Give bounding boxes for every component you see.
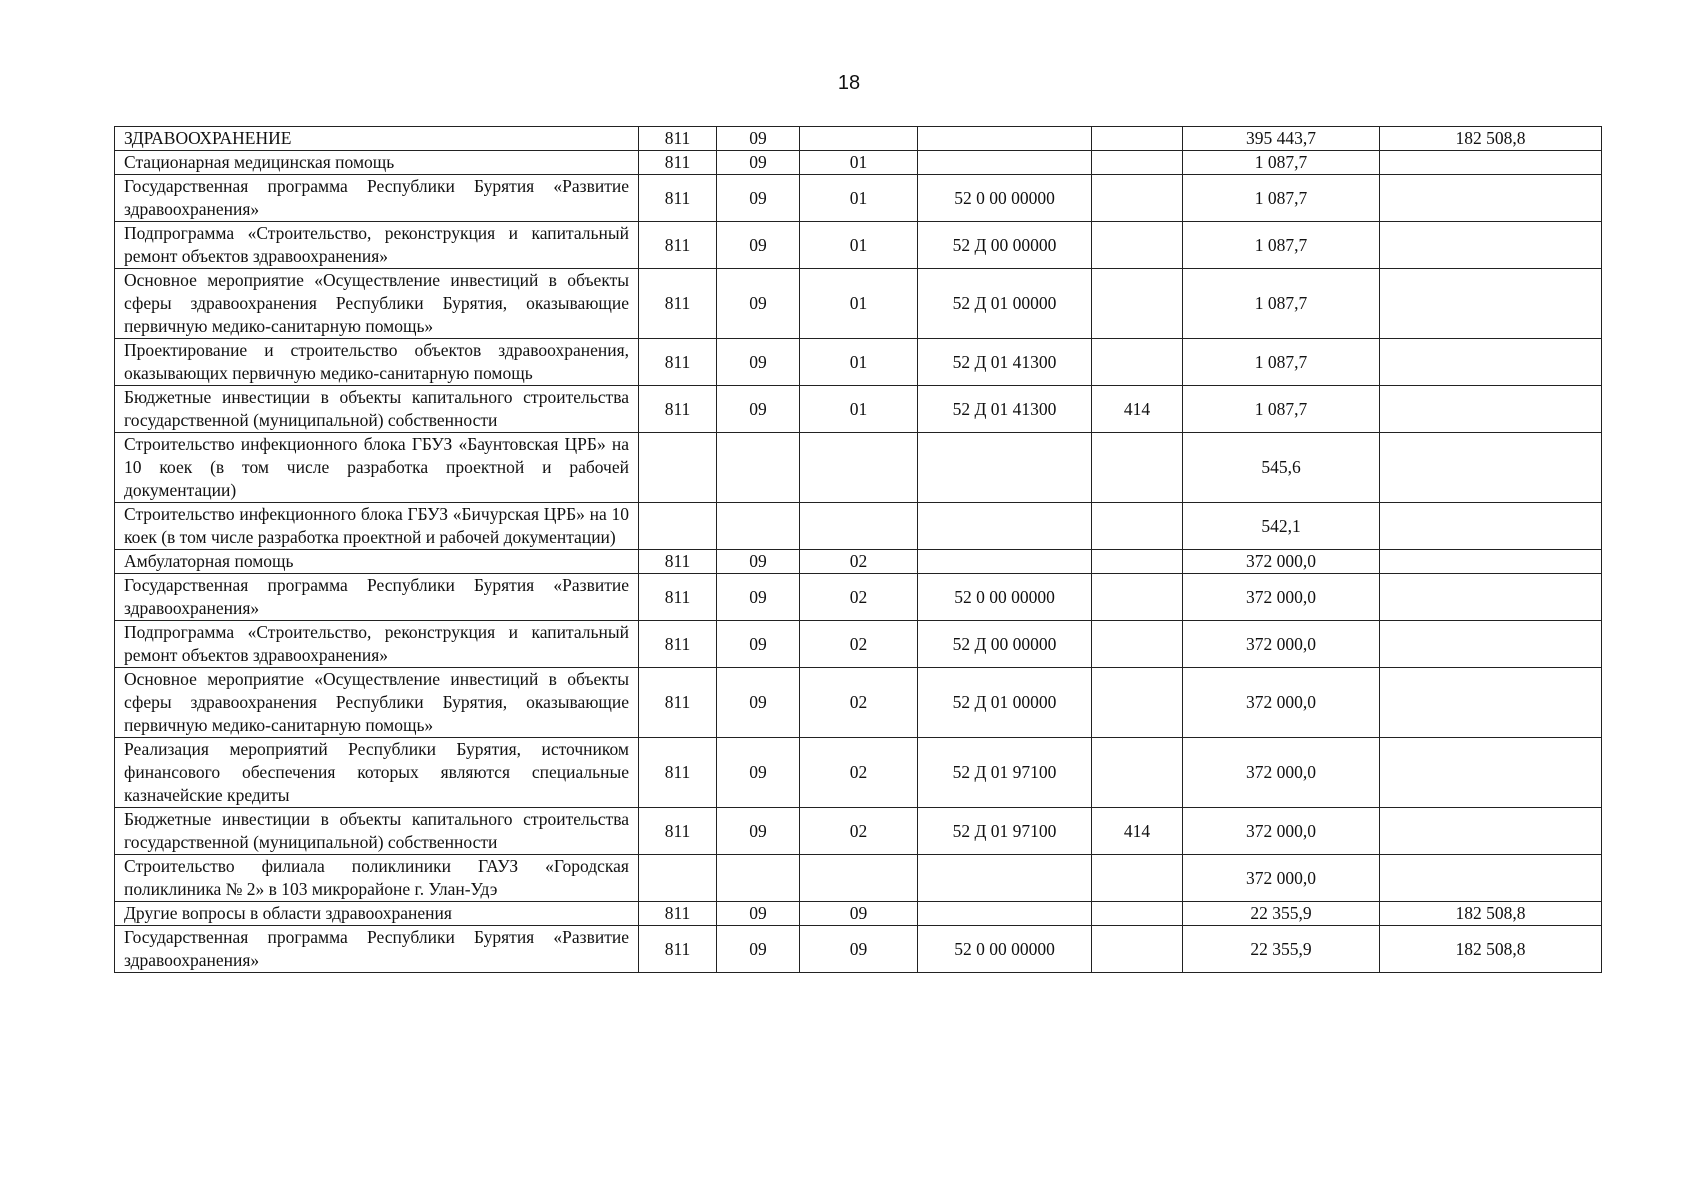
expense-type-code-cell xyxy=(1092,269,1183,339)
section-code-cell: 09 xyxy=(717,738,800,808)
row-description-cell: Основное мероприятие «Осуществление инвестиций в объекты сферы здравоохранения Республики Бурятия, оказывающие первичную медико-санитарную помощь» xyxy=(115,668,639,738)
section-code-cell: 09 xyxy=(717,926,800,973)
table-row xyxy=(115,339,1602,386)
expense-type-code-cell xyxy=(1092,855,1183,902)
admin-code-cell: 811 xyxy=(639,151,717,175)
table-row xyxy=(115,574,1602,621)
subsection-code-cell: 01 xyxy=(800,222,918,269)
admin-code-cell: 811 xyxy=(639,339,717,386)
admin-code-cell: 811 xyxy=(639,574,717,621)
amount-2-cell xyxy=(1380,503,1602,550)
expense-type-code-cell xyxy=(1092,668,1183,738)
subsection-code-cell xyxy=(800,503,918,550)
row-description-cell: Подпрограмма «Строительство, реконструкция и капитальный ремонт объектов здравоохранения» xyxy=(115,222,639,269)
table-row xyxy=(115,433,1602,503)
admin-code-cell: 811 xyxy=(639,175,717,222)
section-code-cell: 09 xyxy=(717,339,800,386)
subsection-code-cell: 02 xyxy=(800,808,918,855)
amount-2-cell: 182 508,8 xyxy=(1380,127,1602,151)
amount-2-cell xyxy=(1380,386,1602,433)
row-description-cell: Реализация мероприятий Республики Бурятия, источником финансового обеспечения которых являются специальные казначейские кредиты xyxy=(115,738,639,808)
amount-1-cell: 372 000,0 xyxy=(1183,855,1380,902)
section-code-cell xyxy=(717,855,800,902)
row-description-cell: Строительство инфекционного блока ГБУЗ «Баунтовская ЦРБ» на 10 коек (в том числе разработка проектной и рабочей документации) xyxy=(115,433,639,503)
amount-2-cell xyxy=(1380,574,1602,621)
amount-2-cell xyxy=(1380,339,1602,386)
admin-code-cell xyxy=(639,503,717,550)
expense-type-code-cell: 414 xyxy=(1092,386,1183,433)
expense-type-code-cell xyxy=(1092,574,1183,621)
row-description-cell: Подпрограмма «Строительство, реконструкция и капитальный ремонт объектов здравоохранения» xyxy=(115,621,639,668)
table-row xyxy=(115,269,1602,339)
subsection-code-cell: 02 xyxy=(800,738,918,808)
expense-type-code-cell xyxy=(1092,902,1183,926)
amount-1-cell: 545,6 xyxy=(1183,433,1380,503)
target-article-code-cell: 52 Д 01 41300 xyxy=(918,339,1092,386)
target-article-code-cell: 52 Д 01 00000 xyxy=(918,269,1092,339)
target-article-code-cell: 52 Д 00 00000 xyxy=(918,222,1092,269)
target-article-code-cell xyxy=(918,151,1092,175)
expense-type-code-cell xyxy=(1092,151,1183,175)
admin-code-cell xyxy=(639,433,717,503)
row-description-cell: Строительство инфекционного блока ГБУЗ «Бичурская ЦРБ» на 10 коек (в том числе разработка проектной и рабочей документации) xyxy=(115,503,639,550)
amount-1-cell: 372 000,0 xyxy=(1183,738,1380,808)
subsection-code-cell: 09 xyxy=(800,902,918,926)
subsection-code-cell: 02 xyxy=(800,550,918,574)
amount-2-cell xyxy=(1380,550,1602,574)
amount-1-cell: 372 000,0 xyxy=(1183,621,1380,668)
amount-2-cell: 182 508,8 xyxy=(1380,926,1602,973)
amount-1-cell: 1 087,7 xyxy=(1183,386,1380,433)
amount-2-cell xyxy=(1380,668,1602,738)
target-article-code-cell xyxy=(918,550,1092,574)
amount-2-cell: 182 508,8 xyxy=(1380,902,1602,926)
table-row xyxy=(115,550,1602,574)
page-number: 18 xyxy=(837,72,861,94)
row-description-cell: Проектирование и строительство объектов здравоохранения, оказывающих первичную медико-санитарную помощь xyxy=(115,339,639,386)
subsection-code-cell xyxy=(800,127,918,151)
admin-code-cell: 811 xyxy=(639,621,717,668)
section-code-cell: 09 xyxy=(717,151,800,175)
target-article-code-cell: 52 Д 01 97100 xyxy=(918,738,1092,808)
target-article-code-cell: 52 Д 00 00000 xyxy=(918,621,1092,668)
section-code-cell: 09 xyxy=(717,621,800,668)
amount-2-cell xyxy=(1380,808,1602,855)
target-article-code-cell xyxy=(918,855,1092,902)
expense-type-code-cell xyxy=(1092,738,1183,808)
subsection-code-cell: 02 xyxy=(800,574,918,621)
row-description-cell: Стационарная медицинская помощь xyxy=(115,151,639,175)
expense-type-code-cell xyxy=(1092,222,1183,269)
admin-code-cell: 811 xyxy=(639,269,717,339)
amount-2-cell xyxy=(1380,855,1602,902)
admin-code-cell: 811 xyxy=(639,902,717,926)
admin-code-cell: 811 xyxy=(639,738,717,808)
amount-2-cell xyxy=(1380,175,1602,222)
subsection-code-cell: 02 xyxy=(800,621,918,668)
subsection-code-cell: 01 xyxy=(800,175,918,222)
amount-1-cell: 1 087,7 xyxy=(1183,222,1380,269)
section-code-cell: 09 xyxy=(717,222,800,269)
target-article-code-cell: 52 0 00 00000 xyxy=(918,175,1092,222)
section-code-cell: 09 xyxy=(717,127,800,151)
admin-code-cell: 811 xyxy=(639,668,717,738)
target-article-code-cell xyxy=(918,433,1092,503)
amount-1-cell: 1 087,7 xyxy=(1183,151,1380,175)
table-row xyxy=(115,151,1602,175)
table-row xyxy=(115,222,1602,269)
amount-2-cell xyxy=(1380,151,1602,175)
table-row xyxy=(115,902,1602,926)
amount-2-cell xyxy=(1380,433,1602,503)
section-code-cell: 09 xyxy=(717,668,800,738)
expense-type-code-cell xyxy=(1092,550,1183,574)
row-description-cell: Государственная программа Республики Бурятия «Развитие здравоохранения» xyxy=(115,574,639,621)
expense-type-code-cell xyxy=(1092,926,1183,973)
admin-code-cell: 811 xyxy=(639,222,717,269)
admin-code-cell xyxy=(639,855,717,902)
amount-1-cell: 1 087,7 xyxy=(1183,269,1380,339)
target-article-code-cell: 52 Д 01 00000 xyxy=(918,668,1092,738)
amount-2-cell xyxy=(1380,269,1602,339)
section-code-cell: 09 xyxy=(717,550,800,574)
expense-type-code-cell xyxy=(1092,503,1183,550)
section-code-cell: 09 xyxy=(717,808,800,855)
amount-1-cell: 22 355,9 xyxy=(1183,926,1380,973)
amount-1-cell: 542,1 xyxy=(1183,503,1380,550)
amount-2-cell xyxy=(1380,738,1602,808)
subsection-code-cell: 01 xyxy=(800,269,918,339)
admin-code-cell: 811 xyxy=(639,386,717,433)
target-article-code-cell: 52 0 00 00000 xyxy=(918,926,1092,973)
amount-1-cell: 372 000,0 xyxy=(1183,668,1380,738)
subsection-code-cell: 01 xyxy=(800,386,918,433)
budget-table xyxy=(114,126,1602,973)
target-article-code-cell: 52 0 00 00000 xyxy=(918,574,1092,621)
amount-2-cell xyxy=(1380,621,1602,668)
admin-code-cell: 811 xyxy=(639,127,717,151)
amount-1-cell: 372 000,0 xyxy=(1183,574,1380,621)
admin-code-cell: 811 xyxy=(639,808,717,855)
table-row xyxy=(115,503,1602,550)
expense-type-code-cell xyxy=(1092,621,1183,668)
subsection-code-cell: 02 xyxy=(800,668,918,738)
row-description-cell: Амбулаторная помощь xyxy=(115,550,639,574)
table-row xyxy=(115,738,1602,808)
target-article-code-cell: 52 Д 01 97100 xyxy=(918,808,1092,855)
section-code-cell: 09 xyxy=(717,386,800,433)
subsection-code-cell xyxy=(800,433,918,503)
admin-code-cell: 811 xyxy=(639,550,717,574)
row-description-cell: Бюджетные инвестиции в объекты капитального строительства государственной (муниципальной) собственности xyxy=(115,386,639,433)
subsection-code-cell: 01 xyxy=(800,151,918,175)
expense-type-code-cell xyxy=(1092,433,1183,503)
row-description-cell: Основное мероприятие «Осуществление инвестиций в объекты сферы здравоохранения Республики Бурятия, оказывающие первичную медико-санитарную помощь» xyxy=(115,269,639,339)
admin-code-cell: 811 xyxy=(639,926,717,973)
section-code-cell: 09 xyxy=(717,175,800,222)
row-description-cell: Строительство филиала поликлиники ГАУЗ «Городская поликлиника № 2» в 103 микрорайоне г. Улан-Удэ xyxy=(115,855,639,902)
row-description-cell: Другие вопросы в области здравоохранения xyxy=(115,902,639,926)
target-article-code-cell xyxy=(918,127,1092,151)
amount-1-cell: 372 000,0 xyxy=(1183,808,1380,855)
amount-1-cell: 395 443,7 xyxy=(1183,127,1380,151)
expense-type-code-cell: 414 xyxy=(1092,808,1183,855)
section-code-cell xyxy=(717,503,800,550)
section-code-cell: 09 xyxy=(717,269,800,339)
amount-1-cell: 1 087,7 xyxy=(1183,175,1380,222)
table-row xyxy=(115,668,1602,738)
expense-type-code-cell xyxy=(1092,127,1183,151)
row-description-cell: Государственная программа Республики Бурятия «Развитие здравоохранения» xyxy=(115,175,639,222)
table-row xyxy=(115,926,1602,973)
table-row xyxy=(115,175,1602,222)
table-row xyxy=(115,127,1602,151)
row-description-cell: ЗДРАВООХРАНЕНИЕ xyxy=(115,127,639,151)
expense-type-code-cell xyxy=(1092,339,1183,386)
row-description-cell: Государственная программа Республики Бурятия «Развитие здравоохранения» xyxy=(115,926,639,973)
amount-1-cell: 22 355,9 xyxy=(1183,902,1380,926)
target-article-code-cell xyxy=(918,503,1092,550)
table-row xyxy=(115,386,1602,433)
expense-type-code-cell xyxy=(1092,175,1183,222)
target-article-code-cell xyxy=(918,902,1092,926)
table-row xyxy=(115,808,1602,855)
row-description-cell: Бюджетные инвестиции в объекты капитального строительства государственной (муниципальной) собственности xyxy=(115,808,639,855)
table-row xyxy=(115,621,1602,668)
amount-2-cell xyxy=(1380,222,1602,269)
target-article-code-cell: 52 Д 01 41300 xyxy=(918,386,1092,433)
table-row xyxy=(115,855,1602,902)
amount-1-cell: 1 087,7 xyxy=(1183,339,1380,386)
amount-1-cell: 372 000,0 xyxy=(1183,550,1380,574)
subsection-code-cell xyxy=(800,855,918,902)
section-code-cell: 09 xyxy=(717,574,800,621)
subsection-code-cell: 09 xyxy=(800,926,918,973)
subsection-code-cell: 01 xyxy=(800,339,918,386)
section-code-cell: 09 xyxy=(717,902,800,926)
section-code-cell xyxy=(717,433,800,503)
